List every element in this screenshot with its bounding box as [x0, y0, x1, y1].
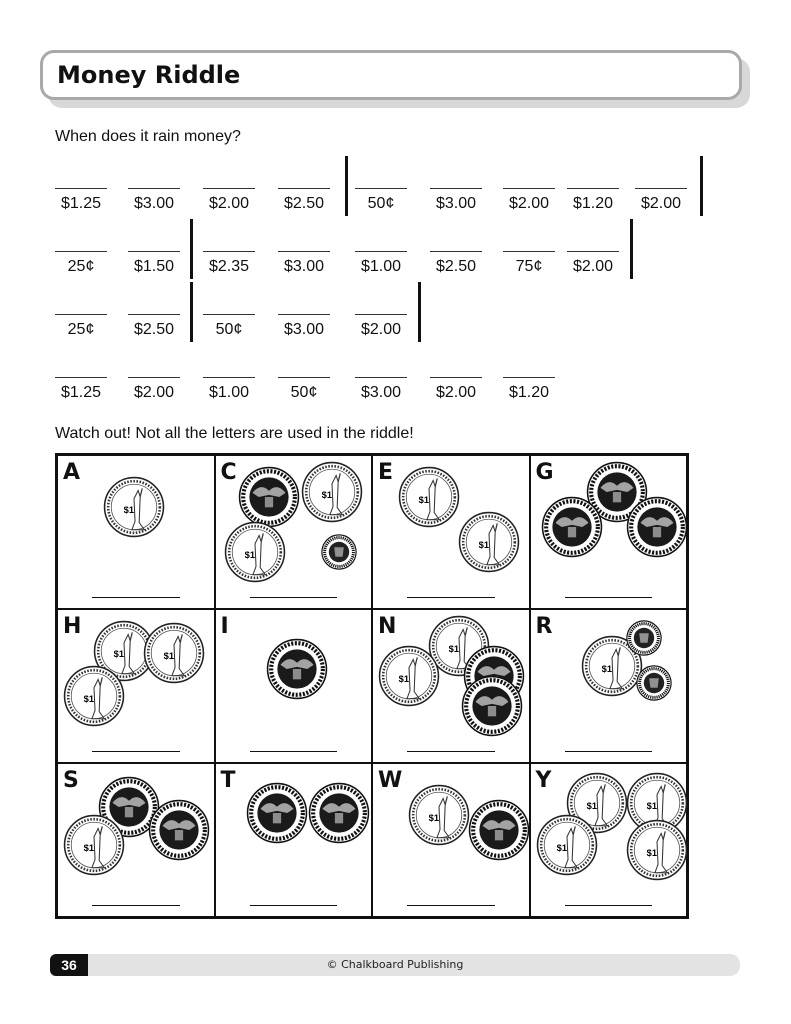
letter-cell-e: [372, 455, 530, 609]
answer-line[interactable]: [565, 751, 653, 752]
dollar-coin-icon: [224, 521, 286, 588]
dollar-coin-icon: [63, 814, 125, 881]
answer-line[interactable]: [92, 751, 180, 752]
letter-cell-t: [215, 763, 373, 917]
riddle-blank[interactable]: $2.00: [503, 188, 555, 213]
letter-cell-c: [215, 455, 373, 609]
quarter-coin-icon: [246, 782, 308, 849]
word-separator: [345, 156, 348, 216]
riddle-blank[interactable]: $2.50: [278, 188, 330, 213]
riddle-blank[interactable]: $2.00: [355, 314, 407, 339]
dollar-coin-icon: [626, 819, 688, 886]
answer-line[interactable]: [407, 597, 495, 598]
word-separator: [630, 219, 633, 279]
page-title: Money Riddle: [57, 61, 241, 89]
quarter-coin-icon: [468, 799, 530, 866]
cell-letter: S: [63, 768, 79, 793]
riddle-blank[interactable]: $2.00: [128, 377, 180, 402]
riddle-blank[interactable]: 25¢: [55, 251, 107, 276]
dollar-coin-icon: [301, 461, 363, 528]
cell-letter: Y: [535, 768, 552, 793]
riddle-blank[interactable]: 50¢: [203, 314, 255, 339]
dime-coin-icon: [626, 620, 662, 661]
answer-line[interactable]: [92, 597, 180, 598]
riddle-blank[interactable]: $2.00: [203, 188, 255, 213]
answer-line[interactable]: [565, 905, 653, 906]
answer-line[interactable]: [250, 597, 338, 598]
riddle-blank[interactable]: $3.00: [355, 377, 407, 402]
dollar-coin-icon: [63, 665, 125, 732]
letter-cell-y: [530, 763, 688, 917]
title-box: [40, 50, 742, 100]
footer-bar: [50, 954, 740, 976]
riddle-blank[interactable]: $2.00: [430, 377, 482, 402]
cell-letter: I: [220, 614, 229, 639]
note-text: Watch out! Not all the letters are used in the riddle!: [55, 425, 414, 442]
riddle-blank[interactable]: $2.50: [430, 251, 482, 276]
riddle-blank[interactable]: $1.00: [203, 377, 255, 402]
coin-letter-grid: [55, 453, 689, 919]
letter-cell-n: [372, 609, 530, 763]
riddle-blank[interactable]: $1.50: [128, 251, 180, 276]
quarter-coin-icon: [626, 496, 688, 563]
answer-line[interactable]: [407, 905, 495, 906]
dollar-coin-icon: [103, 476, 165, 543]
cell-letter: H: [63, 614, 82, 639]
answer-line[interactable]: [250, 905, 338, 906]
word-separator: [190, 219, 193, 279]
riddle-question: When does it rain money?: [55, 128, 241, 145]
riddle-blank[interactable]: $3.00: [128, 188, 180, 213]
riddle-blank[interactable]: 50¢: [278, 377, 330, 402]
letter-cell-h: [57, 609, 215, 763]
cell-letter: C: [220, 460, 237, 485]
copyright: © Chalkboard Publishing: [326, 958, 464, 971]
riddle-blank[interactable]: $1.25: [55, 377, 107, 402]
riddle-blank[interactable]: $1.25: [55, 188, 107, 213]
page-number: 36: [50, 954, 88, 976]
answer-line[interactable]: [565, 597, 653, 598]
riddle-blank[interactable]: $1.20: [567, 188, 619, 213]
riddle-blank[interactable]: 25¢: [55, 314, 107, 339]
answer-line[interactable]: [92, 905, 180, 906]
riddle-blank[interactable]: 50¢: [355, 188, 407, 213]
quarter-coin-icon: [266, 638, 328, 705]
riddle-blank[interactable]: 75¢: [503, 251, 555, 276]
cell-letter: R: [535, 614, 553, 639]
letter-cell-r: [530, 609, 688, 763]
quarter-coin-icon: [461, 675, 523, 742]
cell-letter: N: [378, 614, 397, 639]
dollar-coin-icon: [378, 645, 440, 712]
letter-cell-g: [530, 455, 688, 609]
riddle-blank[interactable]: $3.00: [430, 188, 482, 213]
dollar-coin-icon: [536, 814, 598, 881]
riddle-blank[interactable]: $2.35: [203, 251, 255, 276]
letter-cell-a: [57, 455, 215, 609]
dollar-coin-icon: [143, 622, 205, 689]
riddle-blank[interactable]: $1.00: [355, 251, 407, 276]
quarter-coin-icon: [541, 496, 603, 563]
answer-line[interactable]: [407, 751, 495, 752]
letter-cell-s: [57, 763, 215, 917]
riddle-blank[interactable]: $3.00: [278, 314, 330, 339]
word-separator: [418, 282, 421, 342]
riddle-blank[interactable]: $2.50: [128, 314, 180, 339]
riddle-blank[interactable]: $2.00: [567, 251, 619, 276]
dollar-coin-icon: [398, 466, 460, 533]
dime-coin-icon: [321, 534, 357, 575]
dime-coin-icon: [636, 665, 672, 706]
cell-letter: E: [378, 460, 394, 485]
word-separator: [190, 282, 193, 342]
cell-letter: A: [63, 460, 81, 485]
quarter-coin-icon: [308, 782, 370, 849]
letter-cell-w: [372, 763, 530, 917]
word-separator: [700, 156, 703, 216]
answer-line[interactable]: [250, 751, 338, 752]
dollar-coin-icon: [458, 511, 520, 578]
letter-cell-i: [215, 609, 373, 763]
cell-letter: W: [378, 768, 403, 793]
cell-letter: T: [220, 768, 236, 793]
cell-letter: G: [535, 460, 554, 485]
riddle-blank[interactable]: $2.00: [635, 188, 687, 213]
dollar-coin-icon: [408, 784, 470, 851]
riddle-blank[interactable]: $1.20: [503, 377, 555, 402]
riddle-blank[interactable]: $3.00: [278, 251, 330, 276]
quarter-coin-icon: [148, 799, 210, 866]
